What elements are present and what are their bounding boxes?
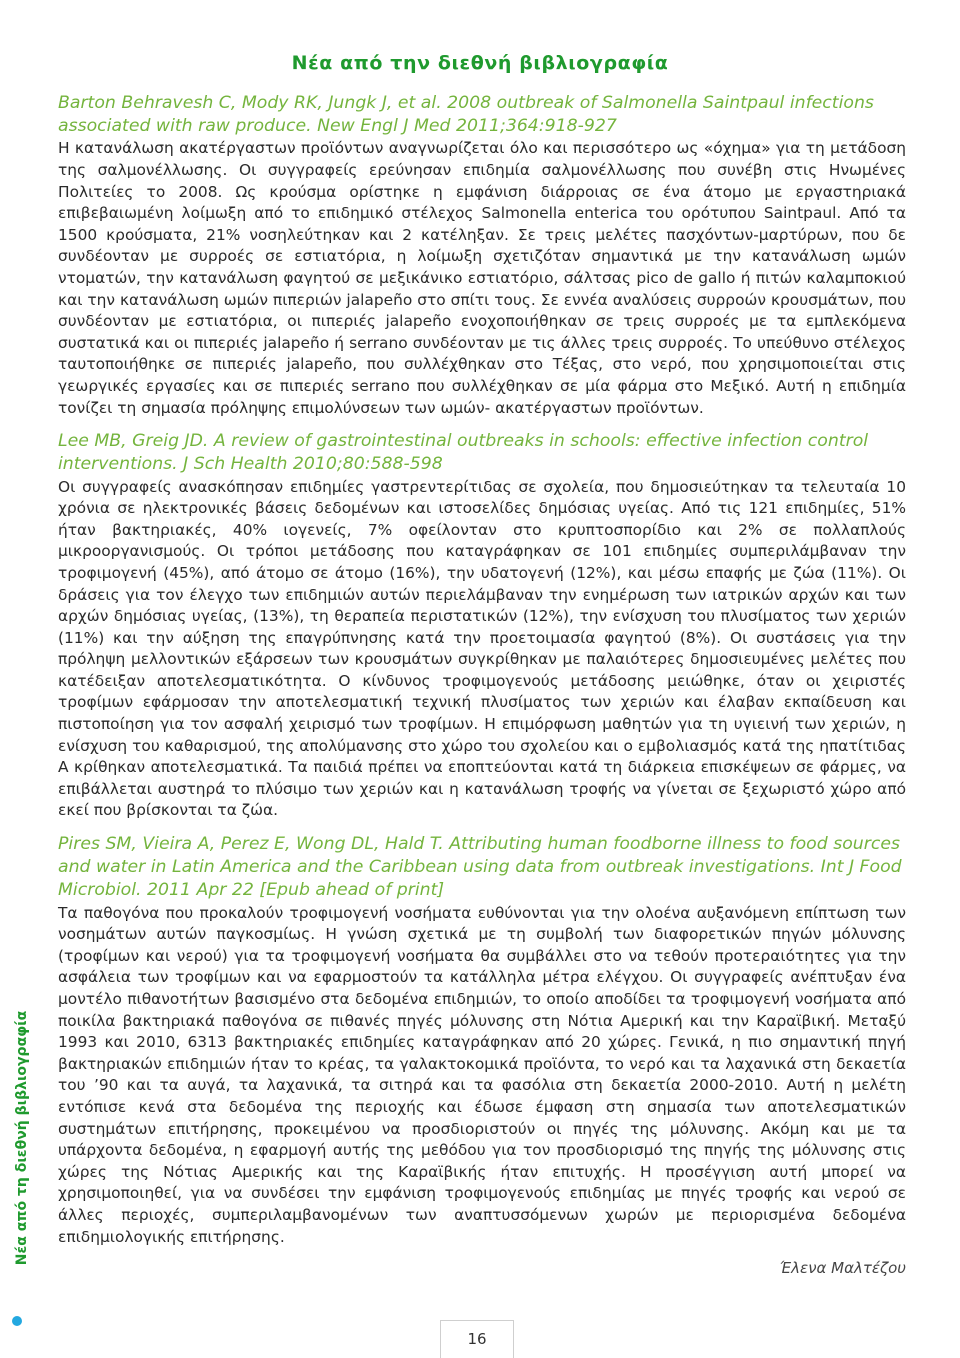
article-body: Οι συγγραφείς ανασκόπησαν επιδημίες γαστρεντερίτιδας σε σχολεία, που δημοσιεύτηκαν τα τελευταία 10 χρόνια σε ηλεκτρονικές βάσεις δεδομένων και ιστοσελίδες δημόσιας υγείας. Από τις 121 επιδημίες, 51% ήταν βακτηριακές, 40% ιογενείς, 7% οφείλονταν στο κρυπτοσπορίδιο και 2% σε πολλαπλούς μικροοργανισμούς. Οι τρόποι μετάδοσης που καταγράφηκαν σε 101 επιδημίες συμπεριλάμβαναν την τροφιμογενή (45%), από άτομο σε άτομο (16%), την υδατογενή (12%), και μέσω επαφής με ζώα (11%). Οι δράσεις για τον έλεγχο των επιδημιών αυτών περιελάμβαναν την ενημέρωση των ιατρικών αρχών και των αρχών δημόσιας υγείας, (13%), τη θεραπεία περιστατικών (12%), την ενίσχυση του πλυσίματος των χεριών (11%) και την αύξηση της επαγρύπνησης κατά την προετοιμασία φαγητού (8%). Οι συστάσεις για την πρόληψη μελλοντικών εξάρσεων των κρουσμάτων συγκρίθηκαν με παλαιότερες δημοσιευμένες μελέτες που κατέδειξαν αποτελεσματικότητα. Ο κίνδυνος τροφιμογενούς μετάδοσης μειώθηκε, όταν οι χειριστές τροφίμων εφάρμοσαν την αποτελεσματική τεχνική πλυσίματος των χεριών και έλαβαν εκπαίδευση και πιστοποίηση για τον ασφαλή χειρισμό των τροφίμων. Η επιμόρφωση μαθητών για τη υγιεινή των χεριών, η ενίσχυση του καθαρισμού, της απολύμανσης στο χώρο του σχολείου και ο εμβολιασμός κατά της ηπατίτιδας Α κρίθηκαν αποτελεσματικά. Τα παιδιά πρέπει να εποπτεύονται κατά τη διάρκεια επισκέψεων σε φάρμες, να επιβάλλεται αυστηρά το πλύσιμο των χεριών και η κατανάλωση τροφής να γίνεται σε ξεχωριστό χώρο από εκεί που βρίσκονται τα ζώα. [58,477,906,820]
author-signature: Έλενα Μαλτέζου [779,1259,906,1278]
side-section-text: Νέα από τη διεθνή βιβλιογραφία [14,1010,30,1265]
side-section-label [4,955,40,1320]
article-1 [58,92,906,419]
article-body: Τα παθογόνα που προκαλούν τροφιμογενή νοσήματα ευθύνονται για την ολοένα αυξανόμενη επίπτωση των νοσημάτων αυτών παγκοσμίως. Η γνώση σχετικά με τη συμβολή των διαφορετικών πηγών μόλυνσης (τροφίμων και νερού) για τα τροφιμογενή νοσήματα θα συμβάλλει στο να τεθούν προτεραιότητες για την ασφάλεια των τροφίμων και να εφαρμοστούν τα κατάλληλα μέτρα ελέγχου. Οι συγγραφείς ανέπτυξαν ένα μοντέλο πιθανοτήτων βασισμένο στα δεδομένα επιδημιών, το οποίο αποδίδει τα τροφιμογενή νοσήματα από ποικίλα βακτηριακά παθογόνα σε πιθανές πηγές μόλυνσης στη Νότια Αμερική και την Καραϊβική. Μεταξύ 1993 και 2010, 6313 βακτηριακές επιδημίες καταγράφηκαν από 20 χώρες. Γενικά, η πιο σημαντική πηγή βακτηριακών επιδημιών ήταν το κρέας, τα γαλακτοκομικά προϊόντα, το νερό και τα λαχανικά στη δεκαετία του ’90 και τα αυγά, τα λαχανικά, τα σιτηρά και τα φασόλια στη δεκαετία 2000-2010. Αυτή η μελέτη εντόπισε κενά στα δεδομένα της περιοχής και έδωσε έμφαση στη σημασία των αποτελεσματικών συστημάτων επιτήρησης, προκειμένου να προσδιοριστούν οι πηγές της μόλυνσης. Ακόμη και με τα υπάρχοντα δεδομένα, η εφαρμογή αυτής της μεθόδου για τον προσδιορισμό της πηγής της μόλυνσης στις χώρες της Νότιας Αμερικής και της Καραϊβικής ήταν επιτυχής. Η προσέγγιση αυτή μπορεί να χρησιμοποιηθεί, για να συνδέσει την εμφάνιση τροφιμογενούς επιδημίας με πηγές τροφής και νερού σε άλλες περιοχές, συμπεριλαμβανομένων των αναπτυσσόμενων χωρών με περιορισμένα δεδομένα επιδημιολογικής επιτήρησης. [58,903,906,1246]
page-title: Νέα από την διεθνή βιβλιογραφία [291,52,669,74]
article-list [58,92,906,1277]
article-citation: Lee MB, Greig JD. A review of gastrointestinal outbreaks in schools: effective infection control interventions. J Sch Health 2010;80:588-598 [58,431,869,475]
article-body: Η κατανάλωση ακατέργαστων προϊόντων αναγνωρίζεται όλο και περισσότερο ως «όχημα» για τη μετάδοση της σαλμονέλλωσης. Οι συγγραφείς ερεύνησαν επιδημία σαλμονέλλωσης που συνέβη στις Ηνωμένες Πολιτείες το 2008. Ως κρούσμα ορίστηκε η εμφάνιση διάρροιας σε ένα άτομο με εργαστηριακά επιβεβαιωμένη λοίμωξη από το επιδημικό στέλεχος Salmonella enterica του ορότυπου Saintpaul. Από τα 1500 κρούσματα, 21% νοσηλεύτηκαν και 2 κατέληξαν. Σε τρεις μελέτες πασχόντων-μαρτύρων, που δε συνδέονταν με συρροές σε εστιατόρια, η λοίμωξη σχετιζόταν σημαντικά με την κατανάλωση ωμών ντοματών, την κατανάλωση φαγητού σε μεξικάνικο εστιατόριο, σάλτσας pico de gallo ή πιτών καλαμποκιού και την κατανάλωση ωμών πιπεριών jalapeño στο σπίτι τους. Σε εννέα αναλύσεις συρροών κρουσμάτων, που συνδέονταν με εστιατόρια, οι πιπεριές jalapeño ενοχοποιήθηκαν σε τρεις συρροές με τα εμπλεκόμενα συστατικά και οι πιπεριές jalapeño ή serrano συνδέονταν με τις άλλες τρεις συρροές. Το υπεύθυνο στέλεχος ταυτοποιήθηκε σε πιπεριές jalapeño, που συλλέχθηκαν στο Τέξας, στο νερό, που χρησιμοποιείται στις γεωργικές εργασίες και σε πιπεριές serrano που συλλέχθηκαν σε μία φάρμα στο Μεξικό. Αυτή η επιδημία τονίζει τη σημασία πρόληψης επιμολύνσεων των ωμών- ακατέργαστων προϊόντων. [58,139,906,417]
page-number: 16 [440,1320,514,1358]
article-citation: Barton Behravesh C, Mody RK, Jungk J, et al. 2008 outbreak of Salmonella Saintpaul infections associated with raw produce. New Engl J Med 2011;364:918-927 [58,93,874,137]
article-2 [58,430,906,822]
article-citation: Pires SM, Vieira A, Perez E, Wong DL, Hald T. Attributing human foodborne illness to food sources and water in Latin America and the Caribbean using data from outbreak investigations. Int J Food Microbiol. 2011 Apr 22 [Epub ahead of print] [58,834,902,901]
bullet-dot-icon [12,1316,22,1326]
article-3 [58,833,906,1248]
